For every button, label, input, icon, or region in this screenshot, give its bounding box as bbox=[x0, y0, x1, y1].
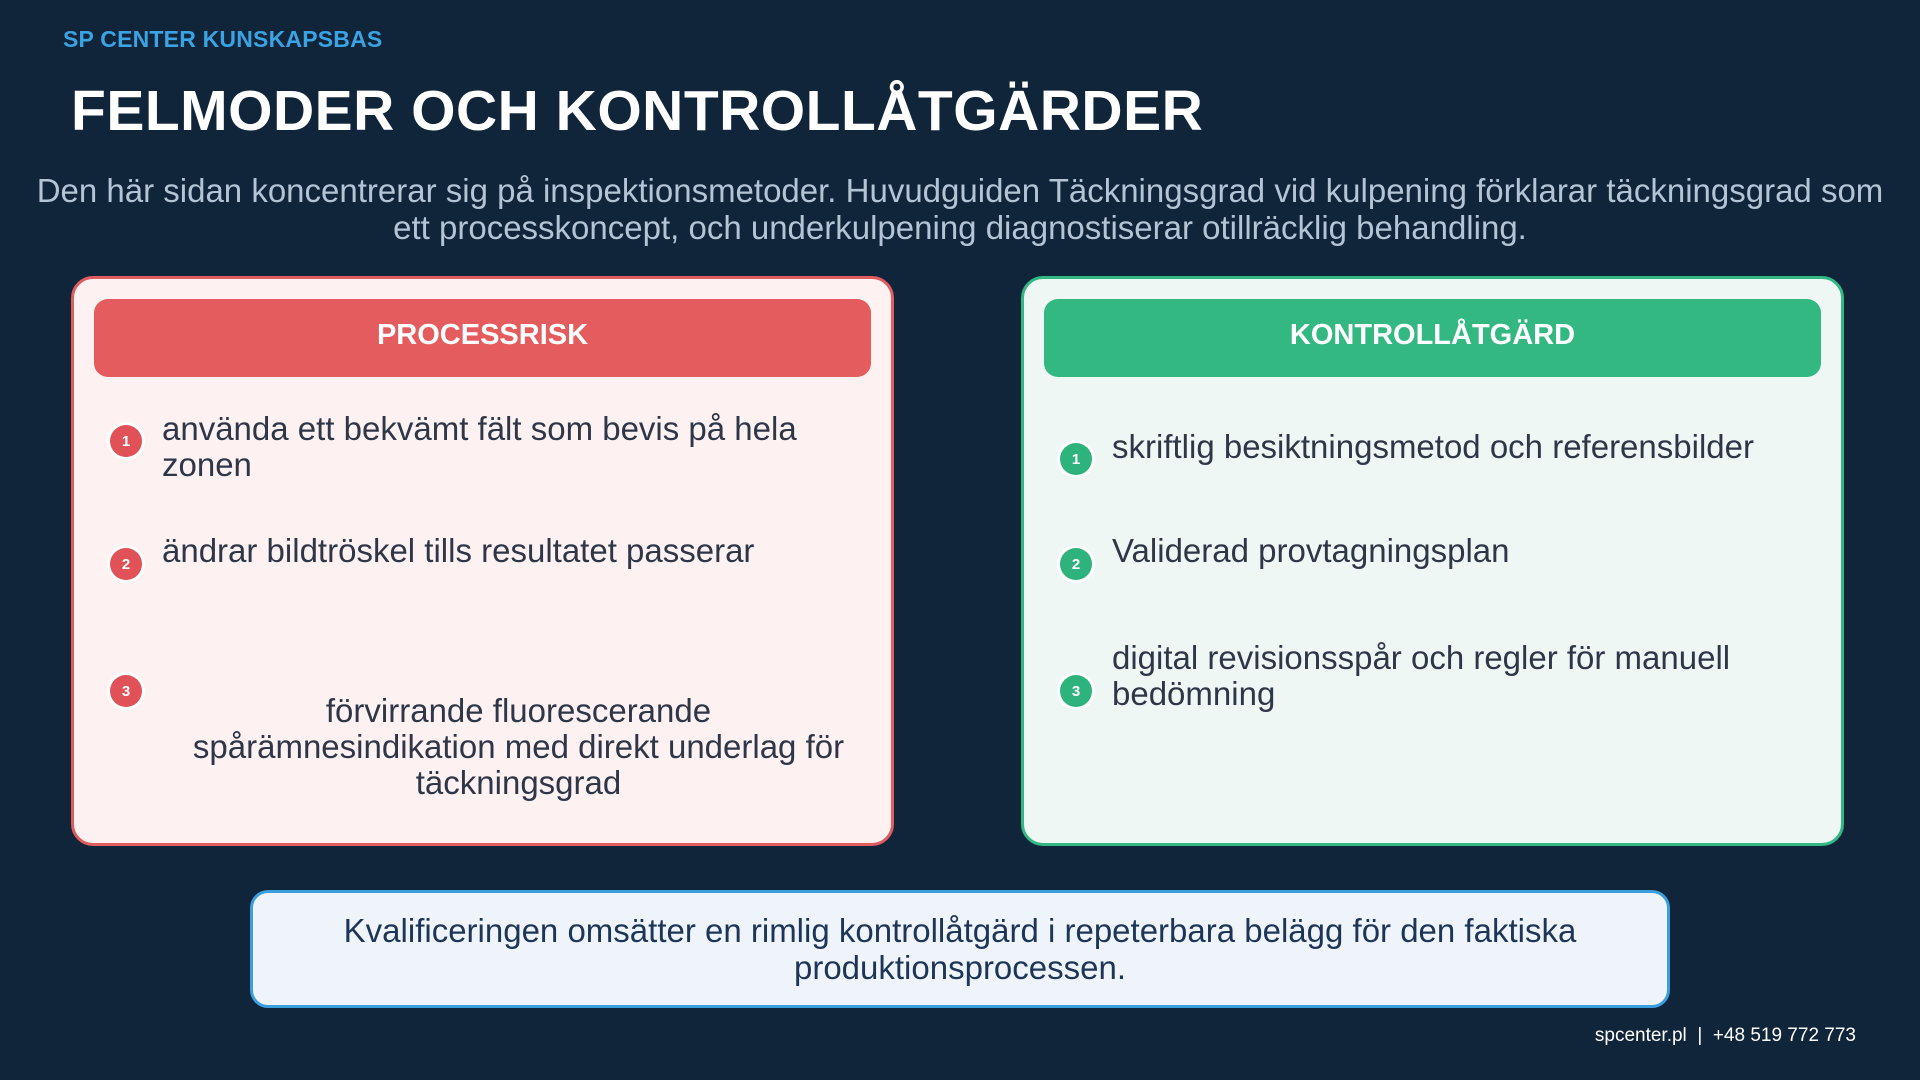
number-badge: 3 bbox=[110, 675, 142, 707]
qualification-note bbox=[250, 890, 1670, 1008]
qualification-note-text: Kvalificeringen omsätter en rimlig kontrollåtgärd i repeterbara belägg för den faktiska produktionsprocessen. bbox=[343, 912, 1577, 986]
control-item-text: skriftlig besiktningsmetod och referensbilder bbox=[1112, 428, 1754, 465]
risk-item-text: använda ett bekvämt fält som bevis på hela zonen bbox=[162, 410, 797, 483]
risk-item-text: förvirrande fluorescerande spårämnesindikation med direkt underlag för täckningsgrad bbox=[192, 692, 845, 801]
number-badge: 1 bbox=[1060, 443, 1092, 475]
risk-item-text: ändrar bildtröskel tills resultatet passerar bbox=[162, 532, 755, 569]
control-measure-panel bbox=[1021, 276, 1844, 846]
control-item-text: digital revisionsspår och regler för manuell bedömning bbox=[1112, 639, 1731, 712]
process-risk-heading: PROCESSRISK bbox=[94, 299, 871, 377]
control-item-text: Validerad provtagningsplan bbox=[1112, 532, 1510, 569]
brand-label: SP CENTER KUNSKAPSBAS bbox=[63, 26, 383, 52]
number-badge: 2 bbox=[110, 548, 142, 580]
number-badge: 1 bbox=[110, 425, 142, 457]
contact-info: spcenter.pl | +48 519 772 773 bbox=[1594, 1025, 1856, 1046]
page-title: FELMODER OCH KONTROLLÅTGÄRDER bbox=[71, 79, 1204, 143]
page-subtitle: Den här sidan koncentrerar sig på inspektionsmetoder. Huvudguiden Täckningsgrad vid kulpening förklarar täckningsgrad som ett processkoncept, och underkulpening diagnostiserar otillräcklig behandling. bbox=[36, 172, 1884, 246]
process-risk-panel bbox=[71, 276, 894, 846]
number-badge: 3 bbox=[1060, 675, 1092, 707]
number-badge: 2 bbox=[1060, 548, 1092, 580]
control-measure-heading: KONTROLLÅTGÄRD bbox=[1044, 299, 1821, 377]
